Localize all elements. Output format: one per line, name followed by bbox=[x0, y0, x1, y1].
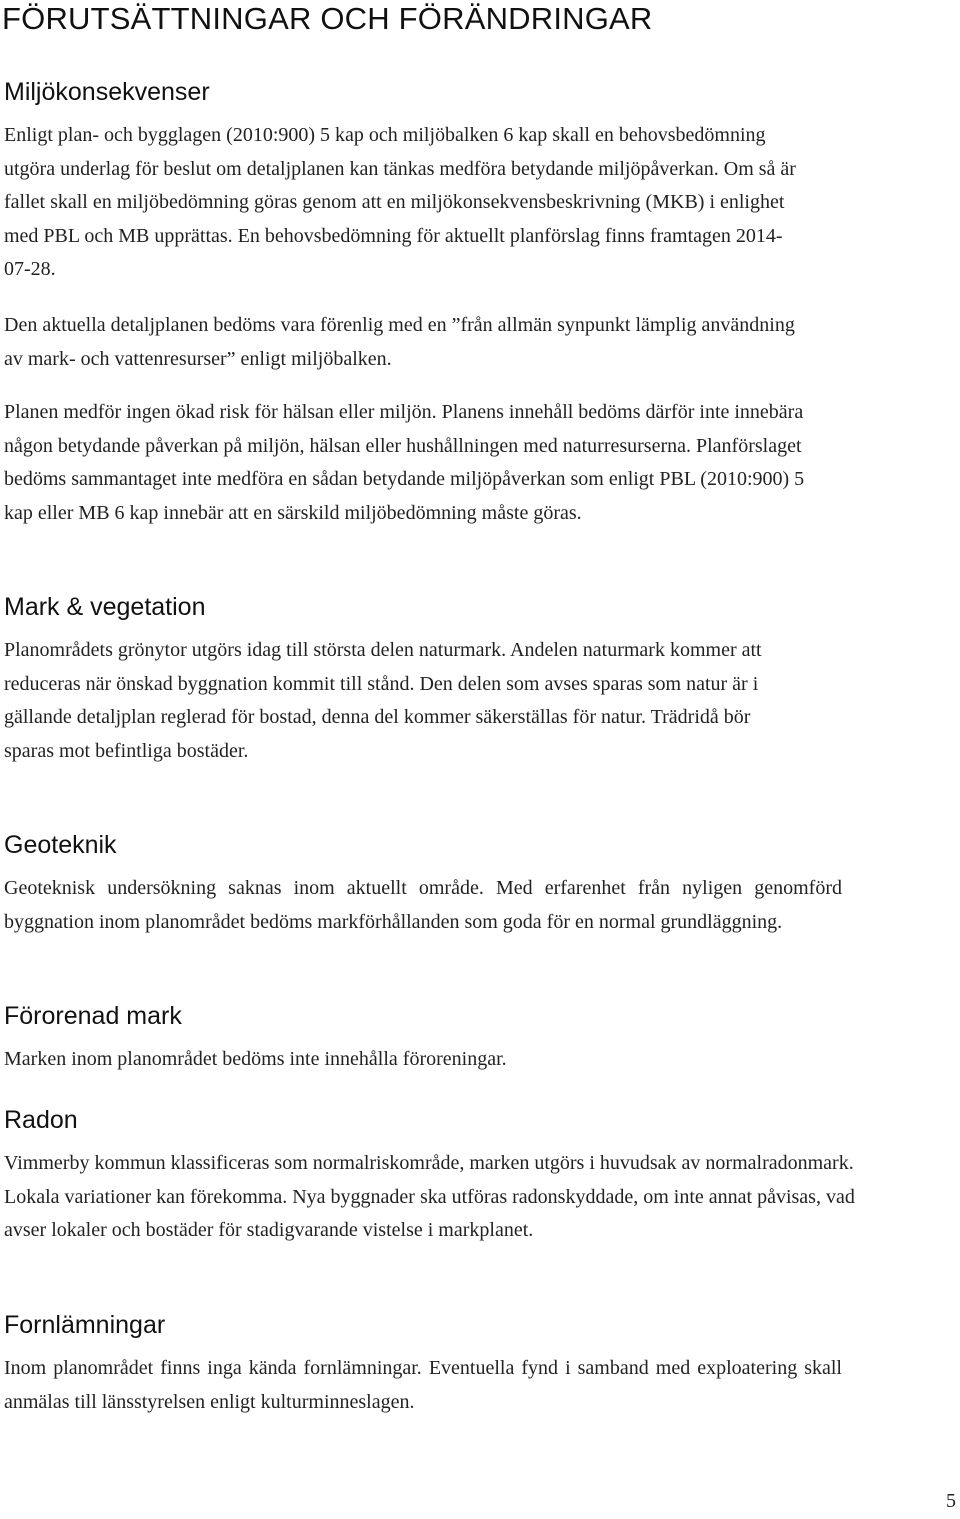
section-heading-miljokonsekvenser: Miljökonsekvenser bbox=[4, 78, 210, 106]
paragraph-radon: Vimmerby kommun klassificeras som normalriskområde, marken utgörs i huvudsak av normalradonmark. Lokala variationer kan förekomma. Nya byggnader ska utföras radonskyddade, om inte annat påvisas, vad avser lokaler och bostäder för stadigvarande vistelse i markplanet. bbox=[4, 1152, 855, 1241]
section-heading-fornlamningar: Fornlämningar bbox=[4, 1311, 166, 1339]
paragraph-geoteknik: Geoteknisk undersökning saknas inom aktuellt område. Med erfarenhet från nyligen genomförd byggnation inom planområdet bedöms markförhållanden som goda för en normal grundläggning. bbox=[4, 877, 842, 933]
paragraph-fornlamningar: Inom planområdet finns inga kända fornlämningar. Eventuella fynd i samband med exploatering skall anmälas till länsstyrelsen enligt kulturminneslagen. bbox=[4, 1357, 842, 1413]
paragraph-miljo-behovsbedomning: Enligt plan- och bygglagen (2010:900) 5 kap och miljöbalken 6 kap skall en behovsbedömning utgöra underlag för beslut om detaljplanen kan tänkas medföra betydande miljöpåverkan. Om så är fallet skall en miljöbedömning göras genom att en miljökonsekvensbeskrivning (MKB) i enlighet med PBL och MB upprättas. En behovsbedömning för aktuellt planförslag finns framtagen 2014-07-28. bbox=[4, 124, 796, 280]
section-heading-mark-vegetation: Mark & vegetation bbox=[4, 593, 206, 621]
paragraph-fororenad-mark: Marken inom planområdet bedöms inte innehålla föroreningar. bbox=[4, 1048, 507, 1070]
section-heading-radon: Radon bbox=[4, 1106, 78, 1134]
paragraph-miljo-risk: Planen medför ingen ökad risk för hälsan eller miljön. Planens innehåll bedöms därför inte innebära någon betydande påverkan på miljön, hälsan eller hushållningen med naturresurserna. Planförslaget bedöms sammantaget inte medföra en sådan betydande miljöpåverkan som enligt PBL (2010:900) 5 kap eller MB 6 kap innebär att en särskild miljöbedömning måste göras. bbox=[4, 401, 805, 524]
page-number: 5 bbox=[946, 1490, 956, 1512]
page-title: FÖRUTSÄTTNINGAR OCH FÖRÄNDRINGAR bbox=[2, 1, 653, 36]
section-heading-fororenad-mark: Förorenad mark bbox=[4, 1002, 182, 1030]
paragraph-miljo-forenlig: Den aktuella detaljplanen bedöms vara förenlig med en ”från allmän synpunkt lämplig användning av mark- och vattenresurser” enligt miljöbalken. bbox=[4, 314, 795, 370]
paragraph-mark-vegetation: Planområdets grönytor utgörs idag till största delen naturmark. Andelen naturmark kommer att reduceras när önskad byggnation kommit till stånd. Den delen som avses sparas som natur är i gällande detaljplan reglerad för bostad, denna del kommer säkerställas för natur. Trädridå bör sparas mot befintliga bostäder. bbox=[4, 639, 762, 762]
section-heading-geoteknik: Geoteknik bbox=[4, 831, 117, 859]
